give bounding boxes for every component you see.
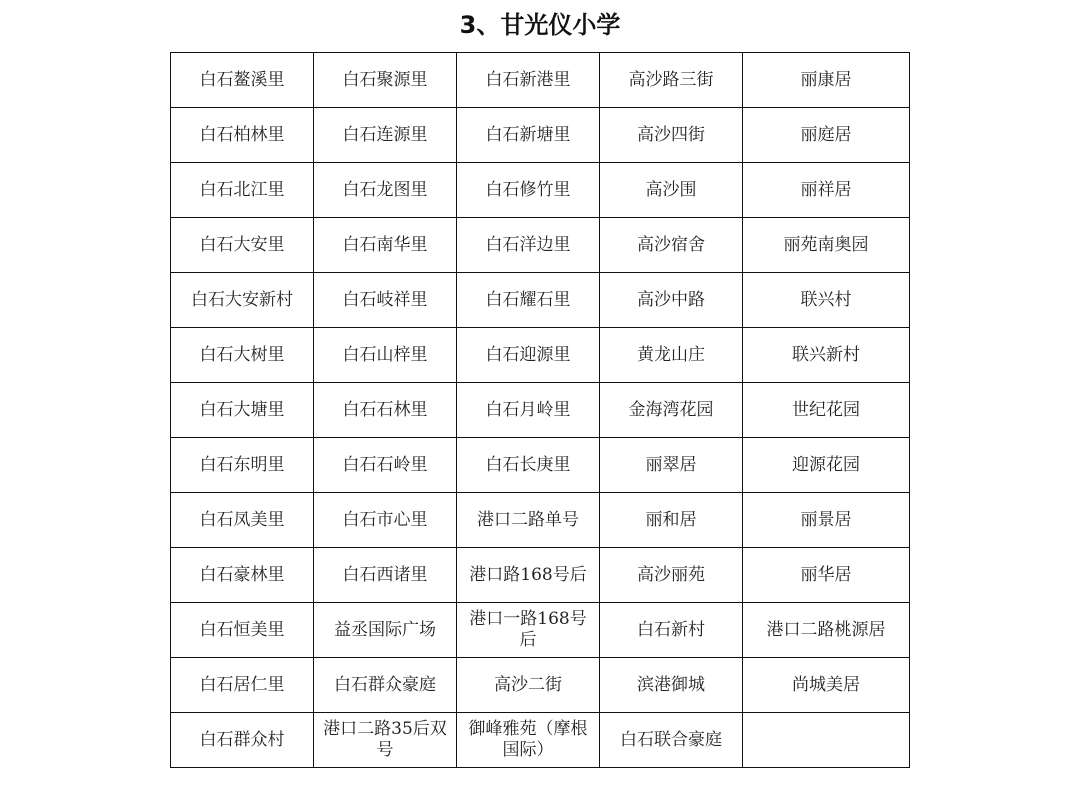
table-cell: 白石北江里	[171, 163, 314, 218]
table-cell: 白石柏林里	[171, 108, 314, 163]
table-cell: 白石修竹里	[457, 163, 600, 218]
table-cell: 丽苑南奥园	[743, 218, 910, 273]
table-cell: 高沙二街	[457, 658, 600, 713]
table-cell: 丽庭居	[743, 108, 910, 163]
table-cell: 丽康居	[743, 53, 910, 108]
table-cell: 白石大树里	[171, 328, 314, 383]
table-cell: 丽祥居	[743, 163, 910, 218]
table-cell: 丽景居	[743, 493, 910, 548]
table-cell: 白石恒美里	[171, 603, 314, 658]
table-cell: 白石大安里	[171, 218, 314, 273]
table-cell: 滨港御城	[600, 658, 743, 713]
table-cell: 白石鳌溪里	[171, 53, 314, 108]
table-cell: 白石迎源里	[457, 328, 600, 383]
table-row	[171, 603, 910, 658]
table-row	[171, 713, 910, 768]
table-row	[171, 328, 910, 383]
table-row	[171, 658, 910, 713]
table-row	[171, 438, 910, 493]
table-row	[171, 53, 910, 108]
table-cell: 港口路168号后	[457, 548, 600, 603]
table-cell: 黄龙山庄	[600, 328, 743, 383]
table-cell: 白石西诸里	[314, 548, 457, 603]
table-cell: 白石豪林里	[171, 548, 314, 603]
table-cell: 港口二路35后双号	[314, 713, 457, 768]
table-cell: 白石长庚里	[457, 438, 600, 493]
table-cell: 高沙中路	[600, 273, 743, 328]
table-cell: 高沙丽苑	[600, 548, 743, 603]
table-cell: 白石市心里	[314, 493, 457, 548]
table-cell: 港口二路单号	[457, 493, 600, 548]
table-cell: 白石联合豪庭	[600, 713, 743, 768]
table-row	[171, 218, 910, 273]
table-cell: 白石新村	[600, 603, 743, 658]
table-cell: 白石耀石里	[457, 273, 600, 328]
table-cell: 白石石林里	[314, 383, 457, 438]
table-cell: 白石月岭里	[457, 383, 600, 438]
table-cell: 白石新塘里	[457, 108, 600, 163]
table-cell: 高沙宿舍	[600, 218, 743, 273]
page-title: 3、甘光仪小学	[459, 11, 621, 39]
table-cell: 白石群众豪庭	[314, 658, 457, 713]
table-cell: 高沙路三街	[600, 53, 743, 108]
table-cell: 联兴村	[743, 273, 910, 328]
table-cell: 金海湾花园	[600, 383, 743, 438]
table-cell: 御峰雅苑（摩根国际）	[457, 713, 600, 768]
table-cell: 白石居仁里	[171, 658, 314, 713]
table-cell: 丽翠居	[600, 438, 743, 493]
table-cell: 白石新港里	[457, 53, 600, 108]
table-cell: 白石南华里	[314, 218, 457, 273]
table-row	[171, 273, 910, 328]
table-cell: 白石山梓里	[314, 328, 457, 383]
table-row	[171, 383, 910, 438]
table-cell: 益丞国际广场	[314, 603, 457, 658]
table-cell: 白石聚源里	[314, 53, 457, 108]
table-cell: 高沙围	[600, 163, 743, 218]
table-cell: 白石龙图里	[314, 163, 457, 218]
table-cell: 丽华居	[743, 548, 910, 603]
table-row	[171, 108, 910, 163]
table-cell: 白石石岭里	[314, 438, 457, 493]
table-cell: 白石岐祥里	[314, 273, 457, 328]
table-cell: 白石洋边里	[457, 218, 600, 273]
table-cell: 高沙四街	[600, 108, 743, 163]
table-cell: 迎源花园	[743, 438, 910, 493]
table-cell: 港口二路桃源居	[743, 603, 910, 658]
table-cell: 白石东明里	[171, 438, 314, 493]
table-cell: 丽和居	[600, 493, 743, 548]
table-cell: 世纪花园	[743, 383, 910, 438]
table-cell: 白石大塘里	[171, 383, 314, 438]
table-cell: 白石连源里	[314, 108, 457, 163]
table-cell: 白石群众村	[171, 713, 314, 768]
table-cell: 白石大安新村	[171, 273, 314, 328]
table-row	[171, 548, 910, 603]
table-cell: 港口一路168号后	[457, 603, 600, 658]
table-cell: 联兴新村	[743, 328, 910, 383]
table-cell: 白石凤美里	[171, 493, 314, 548]
address-table-body	[171, 53, 910, 768]
table-row	[171, 493, 910, 548]
table-cell	[743, 713, 910, 768]
table-row	[171, 163, 910, 218]
address-table	[170, 52, 910, 768]
table-cell: 尚城美居	[743, 658, 910, 713]
